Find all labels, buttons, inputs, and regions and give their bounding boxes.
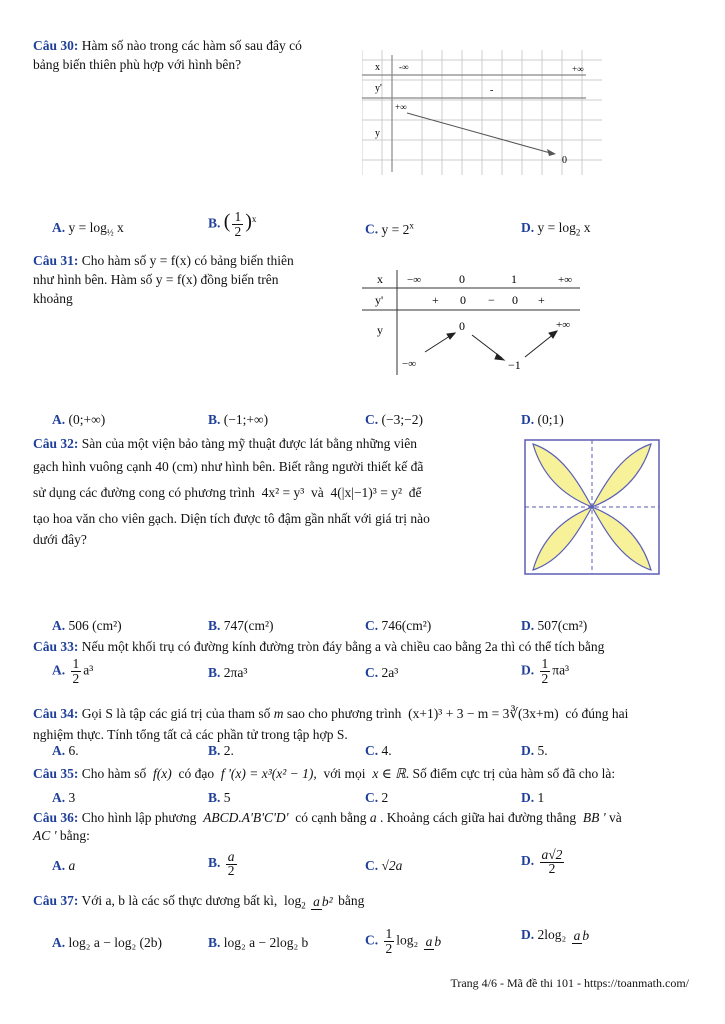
q31-stem: Câu 31: Cho hàm số y = f(x) có bảng biến thiên như hình bên. Hàm số y = f(x) đồng biến trên khoảng	[33, 253, 294, 306]
q36-line1: Câu 36: Cho hình lập phương ABCD.A'B'C'D' có cạnh bằng a . Khoảng cách giữa hai đường thẳng BB ' và	[33, 810, 622, 825]
svg-text:y': y'	[375, 293, 384, 307]
svg-text:+: +	[538, 293, 545, 307]
q37-option-b[interactable]: B. log₂ a − 2log₂ b	[208, 935, 309, 950]
q34-option-c[interactable]: C. 4.	[365, 743, 392, 758]
svg-text:+∞: +∞	[556, 319, 571, 331]
q32-option-d[interactable]: D. 507(cm²)	[521, 618, 588, 633]
svg-text:1: 1	[511, 272, 517, 286]
q35-option-c[interactable]: C. 2	[365, 790, 389, 805]
svg-text:0: 0	[460, 293, 466, 307]
q33-option-b[interactable]: B. 2πa³	[208, 665, 248, 680]
q30-y-pos-inf: +∞	[395, 102, 407, 112]
q37-stem: Câu 37: Với a, b là các số thực dương bất kì, $\log_2 a$ b² bằng	[33, 893, 365, 911]
q32-line5: dưới đây?	[33, 532, 87, 547]
svg-text:−: −	[488, 293, 495, 307]
q34-option-b[interactable]: B. 2.	[208, 743, 234, 758]
q36-option-a[interactable]: A. a	[52, 858, 76, 873]
q36-option-b[interactable]: B. $\frac{a}{2}$	[208, 849, 235, 878]
q32-line1: Câu 32: Sàn của một viện bảo tàng mỹ thuật được lát bằng những viên	[33, 436, 417, 451]
q33-option-d[interactable]: D. $\frac{1}{2}$ πa³	[521, 656, 570, 686]
q33-option-c[interactable]: C. 2a³	[365, 665, 399, 680]
q35-option-a[interactable]: A. 3	[52, 790, 76, 805]
page-footer: Trang 4/6 - Mã đề thi 101 - https://toanmath.com/	[450, 976, 689, 990]
q34-option-d[interactable]: D. 5.	[521, 743, 548, 758]
q32-line4: tạo hoa văn cho viên gạch. Diện tích được tô đậm gần nhất với giá trị nào	[33, 511, 430, 526]
q30-yp-label: y'	[375, 83, 382, 94]
q34-line2: nghiệm thực. Tính tổng tất cả các phần tử trong tập hợp S.	[33, 727, 348, 742]
q36-line2: AC ' bằng:	[33, 828, 90, 843]
q36-option-c[interactable]: C. √2a	[365, 858, 403, 873]
q32-line3: sử dụng các đường cong có phương trình 4x² = y³ và 4(|x|−1)³ = y² để	[33, 485, 422, 500]
svg-text:0: 0	[459, 272, 465, 286]
q31-option-b[interactable]: B. (−1;+∞)	[208, 412, 269, 427]
q35-option-b[interactable]: B. 5	[208, 790, 231, 805]
svg-text:y: y	[377, 323, 383, 337]
q35-option-d[interactable]: D. 1	[521, 790, 545, 805]
q37-option-d[interactable]: D. 2log₂ a b	[521, 927, 590, 943]
q30-variation-table	[362, 50, 602, 175]
q30-y-zero: 0	[562, 155, 567, 166]
q30-stem	[33, 36, 302, 74]
q37-option-a[interactable]: A. log₂ a − log₂ (2b)	[52, 935, 163, 950]
q32-tile-figure	[523, 438, 663, 578]
q30-text2: bảng biến thiên phù hợp với hình bên?	[33, 57, 242, 72]
q30-text1: Hàm số nào trong các hàm số sau đây có	[81, 38, 302, 53]
svg-text:+∞: +∞	[558, 274, 573, 286]
q30-option-d[interactable]: D. $y = \log_2 x$	[521, 220, 591, 238]
q34-option-a[interactable]: A. 6.	[52, 743, 79, 758]
q36-option-d[interactable]: D. $\frac{a√2}{2}$	[521, 847, 563, 876]
q33-option-a[interactable]: A. $\frac{1}{2}$ a³	[52, 656, 94, 686]
q31-variation-table	[362, 270, 587, 375]
q32-option-b[interactable]: B. 747(cm²)	[208, 618, 274, 633]
q37-option-c[interactable]: C. $\frac{1}{2}$ log₂ a b	[365, 926, 442, 956]
q30-x-neg-inf: -∞	[399, 62, 409, 72]
q32-option-a[interactable]: A. 506 (cm²)	[52, 618, 122, 633]
q32-option-c[interactable]: C. 746(cm²)	[365, 618, 432, 633]
svg-text:0: 0	[459, 319, 465, 333]
svg-text:x: x	[377, 272, 383, 286]
q31-option-c[interactable]: C. (−3;−2)	[365, 412, 423, 427]
svg-text:−∞: −∞	[402, 358, 417, 370]
q30-x-pos-inf: +∞	[572, 64, 584, 74]
svg-text:0: 0	[512, 293, 518, 307]
svg-text:−1: −1	[508, 358, 521, 372]
q31-option-a[interactable]: A. (0;+∞)	[52, 412, 106, 427]
q31-option-d[interactable]: D. (0;1)	[521, 412, 564, 427]
q30-yp-sign: -	[490, 85, 494, 96]
q30-option-a[interactable]: A. $y = \log_{\frac{1}{2}} x$	[52, 220, 124, 238]
q30-decrease-arrow	[407, 113, 554, 154]
q30-x-label: x	[375, 62, 380, 73]
q33-stem: Câu 33: Nếu một khối trụ có đường kính đường tròn đáy bằng a và chiều cao bằng 2a thì có thể tích bằng	[33, 639, 605, 654]
q32-line2: gạch hình vuông cạnh 40 (cm) như hình bên. Biết rằng người thiết kế đã	[33, 459, 424, 474]
q30-label: Câu 30:	[33, 38, 79, 53]
q35-stem: Câu 35: Cho hàm số f(x) có đạo f '(x) = x³(x² − 1), với mọi x ∈ ℝ. Số điểm cực trị của hàm số đã cho là:	[33, 766, 616, 781]
q31-label: Câu 31:	[33, 253, 79, 268]
q30-option-c[interactable]: C. $y = 2^x$	[365, 220, 414, 237]
q34-line1: Câu 34: Gọi S là tập các giá trị của tham số m sao cho phương trình (x+1)³ + 3 − m = 3∛(3x+m) có đúng hai	[33, 706, 629, 721]
q31-x-neg-inf: −∞	[407, 274, 422, 286]
svg-text:+: +	[432, 293, 439, 307]
q30-y-label: y	[375, 128, 380, 139]
q30-option-b[interactable]: B. ( $\frac{1}{2}$ )$^x$	[208, 209, 257, 239]
